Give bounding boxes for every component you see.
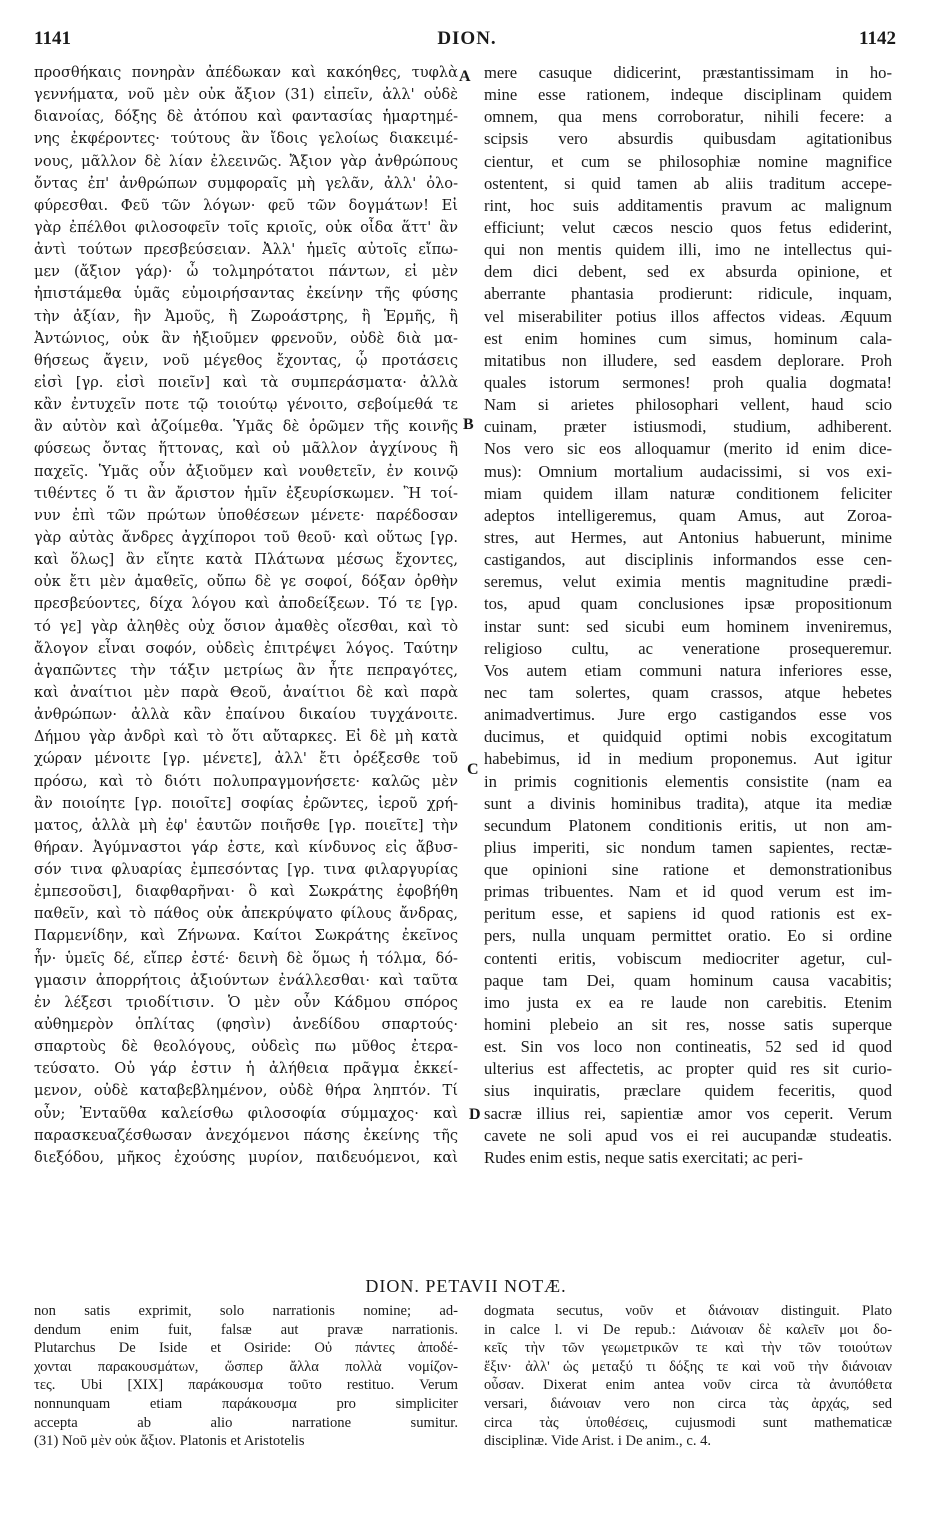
- latin-line: [484, 748, 892, 770]
- greek-line-text: φύρεσθαι. Φεῦ τῶν λόγων· φεῦ τῶν δογμάτων! Εἰ: [34, 196, 458, 214]
- latin-line-text: quales istorum sermones! proh qualia dogmata!: [484, 372, 892, 392]
- greek-line: [34, 748, 458, 770]
- latin-line: [484, 62, 892, 84]
- greek-line-text: ἠπιστάμεθα ὑμᾶς εὐμοιρήσαντας ἐκείνην τῆς φύσης: [34, 285, 458, 303]
- greek-line: [34, 837, 458, 859]
- greek-line-text: νυν ἐπὶ τῶν πρώτων ὑποθέσεων μένετε· παρέδοσαν: [34, 506, 458, 524]
- section-marker-b: B: [463, 416, 474, 433]
- greek-line: [34, 84, 458, 106]
- greek-line: [34, 217, 458, 239]
- greek-line-text: Δήμου γὰρ ἀνδρὶ καὶ τὸ ὅτι αὔταρκες. Εἰ δὲ μὴ κατὰ: [34, 728, 458, 746]
- latin-line-text: pers, nulla unquam permittet oratio. Eo si ordine: [484, 926, 892, 946]
- latin-line: [484, 660, 892, 682]
- greek-line: [34, 660, 458, 682]
- latin-line-text: in primis cognitionis elementis consistite (nam ea: [484, 771, 892, 791]
- latin-line-text: secundum Platonem conditionis eritis, ut non am-: [484, 815, 892, 835]
- latin-line-text: mus): Omnium mortalium audacissimi, si vos exi-: [484, 461, 892, 481]
- greek-line-text: φύσεως ὄντας ἥττονας, καὶ οὐ μᾶλλον ἀγχίνους ἢ: [34, 440, 458, 458]
- greek-line-text: τιθέντες ὅ τι ἂν ἄριστον ἡμῖν ἐξευρίσκωμεν. Ἢ τοί-: [34, 484, 458, 502]
- notes-right-column: [484, 1302, 892, 1451]
- latin-line-text: est. Sin vos loco non contineatis, 52 sed id quod: [484, 1037, 892, 1057]
- greek-line-text: ματος, ἀλλὰ μὴ ἐφ' ἑαυτῶν ποιῆσθε [γρ. ποιεῖτε] τὴν: [34, 816, 458, 834]
- greek-line: [34, 992, 458, 1014]
- latin-line-text: Nos vero sic eos alloquamur (merito id enim dice-: [484, 439, 892, 459]
- note-line: [484, 1395, 892, 1414]
- greek-line-text: ἀντὶ τούτων πρεσβεύσειαν. Ἀλλ' ἡμεῖς αὐτοῖς εἴπω-: [34, 241, 458, 259]
- latin-line: [484, 859, 892, 881]
- latin-line: [484, 1080, 892, 1102]
- note-line-text: nonnunquam etiam παράκουσμα pro simpliciter: [34, 1395, 458, 1412]
- note-line: [484, 1321, 892, 1340]
- latin-line: [484, 106, 892, 128]
- latin-text-column: [484, 62, 892, 1169]
- section-marker-c: C: [467, 761, 479, 778]
- latin-line-text: qui non mentis quidem illi, imo ne intellectus qui-: [484, 240, 892, 260]
- greek-line-text: Παρμενίδην, καὶ Ζήνωνα. Καίτοι Σωκράτης ἐκεῖνος: [34, 927, 458, 945]
- latin-line: [484, 416, 892, 438]
- latin-line: [484, 682, 892, 704]
- latin-line: [484, 372, 892, 394]
- latin-line-text: tos, apud quam conclusiones ipsæ propositionum: [484, 594, 892, 614]
- note-line: [484, 1376, 892, 1395]
- latin-line-text: sunt a divinis hominibus tradita), atque ita mediæ: [484, 793, 892, 813]
- note-line-text: κεῖς τὴν τῶν γεωμετρικῶν τε καὶ τὴν τῶν τοιούτων: [484, 1340, 892, 1357]
- note-line-text: οὖσαν. Dixerat enim antea νοῦν circa τὰ ἀνυπόθετα: [484, 1377, 892, 1394]
- note-line: [484, 1302, 892, 1321]
- latin-line: [484, 283, 892, 305]
- greek-line: [34, 128, 458, 150]
- page-number-right: 1142: [859, 28, 896, 49]
- greek-line-text: οὐκ ἔτι μὲν ἀμαθεῖς, οὔπω δὲ γε σοφοί, δόξαν ὀρθὴν: [34, 573, 458, 591]
- section-marker-a: A: [459, 68, 471, 85]
- greek-line: [34, 793, 458, 815]
- latin-line-text: cientur, et cum se philosophiæ nomine magnifice: [484, 151, 892, 171]
- latin-line: [484, 173, 892, 195]
- note-line: [484, 1414, 892, 1433]
- latin-line-text: miam quidem illam naturæ conditionem feliciter: [484, 483, 892, 503]
- notes-heading: DION. PETAVII NOTÆ.: [365, 1276, 567, 1296]
- note-line: [34, 1339, 458, 1358]
- greek-line: [34, 151, 458, 173]
- latin-line-text: primas tribuentes. Nam et id quod verum est im-: [484, 882, 892, 902]
- note-line: [484, 1358, 892, 1377]
- greek-line: [34, 306, 458, 328]
- greek-line: [34, 283, 458, 305]
- latin-line: [484, 1103, 892, 1125]
- note-line: [34, 1302, 458, 1321]
- latin-line: [484, 549, 892, 571]
- greek-line-text: τεύσατο. Οὐ γάρ ἐστιν ἡ ἀλήθεια πρᾶγμα ἐκκεί-: [34, 1060, 458, 1078]
- greek-line: [34, 483, 458, 505]
- latin-line-text: Nam si arietes philosophari vellent, haud scio: [484, 395, 892, 415]
- latin-line-text: scipsis vero absurdis quibusdam agitationibus: [484, 129, 892, 149]
- latin-line-text: cavete ne soli apud vos ei rei aucupandæ studeatis.: [484, 1125, 892, 1145]
- latin-line: [484, 483, 892, 505]
- latin-line: [484, 925, 892, 947]
- greek-line-text: παρασκευαζέσθωσαν ἀνεχόμενοι πάσης ἐκείνης τῆς: [34, 1126, 458, 1144]
- greek-line: [34, 438, 458, 460]
- latin-line-text: contenti eritis, vobiscum mediocriter agetur, cul-: [484, 948, 892, 968]
- note-line-text: in calce l. vi De repub.: Διάνοιαν δὲ καλεῖν μοι δο-: [484, 1321, 892, 1338]
- latin-line: [484, 438, 892, 460]
- latin-line-text: cuinam, præter istiusmodi, studium, adhiberent.: [484, 417, 892, 437]
- latin-line: [484, 151, 892, 173]
- latin-line: [484, 394, 892, 416]
- greek-line-text: ἂν ποιοίητε [γρ. ποιοῖτε] σοφίας ἐρῶντες, ἱεροῦ χρή-: [34, 794, 458, 812]
- greek-line-text: θήσεως ἄγειν, νοῦ μέγεθος ἔχοντας, ᾧ προτάσεις: [34, 351, 458, 369]
- latin-line-text: castigandos, aut disciplinis informandos esse cen-: [484, 550, 892, 570]
- latin-line-text: ulterius est affectetis, ac propter quid res sit curio-: [484, 1059, 892, 1079]
- greek-line-text: διεξόδου, μῆκος ἐχούσης μυρίον, παιδευόμενοι, καὶ: [34, 1148, 458, 1166]
- latin-line-text: adeptos intelligeremus, quam Amus, aut Zoroa-: [484, 505, 892, 525]
- latin-line-text: Rudes enim estis, neque satis exercitati; ac peri-: [484, 1147, 803, 1167]
- latin-line-text: vel miserabiliter potius illos affectos videas. Æquum: [484, 306, 892, 326]
- latin-line: [484, 306, 892, 328]
- greek-line-text: ἀνθρώπων· ἀλλὰ κἂν ἐπαίνου δικαίου τυγχάνοιτε.: [34, 706, 458, 724]
- greek-line: [34, 505, 458, 527]
- notes-left-column: [34, 1302, 458, 1451]
- greek-line: [34, 815, 458, 837]
- latin-line: [484, 350, 892, 372]
- latin-line-text: rint, hoc suis additamentis pravum ac malignum: [484, 195, 892, 215]
- latin-line: [484, 128, 892, 150]
- greek-line-text: Ἀντώνιος, οὐκ ἂν ἠξιοῦμεν φρενοῦν, οὐδὲ διὰ μα-: [34, 329, 458, 347]
- latin-line-text: que opinioni sine ratione et demonstrationibus: [484, 860, 892, 880]
- greek-line-text: πρόσω, καὶ τὸ διότι πολυπραγμονήσετε· καλῶς μὲν: [34, 772, 458, 790]
- greek-line: [34, 682, 458, 704]
- latin-line-text: sius inquiratis, præclare quidem feceritis, quod: [484, 1081, 892, 1101]
- greek-line-text: σόν τινα φλυαρίας ἐμπεσόντας [γρ. τινα φιλαργυρίας: [34, 861, 458, 879]
- greek-line-text: νης ἐκφέροντες· τούτους ἂν ἴδοις γελοίως διακειμέ-: [34, 130, 458, 148]
- latin-line-text: Vos autem etiam communi natura inferiores esse,: [484, 660, 892, 680]
- note-line: [484, 1432, 892, 1451]
- greek-line-text: καὶ ὅλως] ἂν εἴητε κατὰ Πλάτωνα μέσως ἔχοντες,: [34, 551, 458, 569]
- latin-line: [484, 571, 892, 593]
- note-line-text: dogmata secutus, νοῦν et διάνοιαν distinguit. Plato: [484, 1303, 892, 1319]
- page-header: [30, 28, 904, 58]
- latin-line: [484, 1036, 892, 1058]
- greek-line: [34, 62, 458, 84]
- greek-line: [34, 394, 458, 416]
- greek-line-text: ἂν αὐτὸν καὶ ἀζοίμεθα. Ὑμᾶς δὲ ὁρῶμεν τῆς κοινῆς: [34, 418, 458, 436]
- latin-line: [484, 1125, 892, 1147]
- note-line-text: χονται παρακουσμάτων, ὥσπερ ἄλλα πολλὰ νομίζον-: [34, 1358, 458, 1375]
- note-line: [34, 1432, 458, 1451]
- latin-line-text: paque tam Dei, quam hominum causa vacabitis;: [484, 970, 892, 990]
- greek-line: [34, 549, 458, 571]
- latin-line: [484, 1014, 892, 1036]
- greek-line: [34, 638, 458, 660]
- note-line: [34, 1321, 458, 1340]
- section-marker-d: D: [469, 1106, 481, 1123]
- latin-line-text: instar sunt: sed sicubi eum hominem inveniremus,: [484, 616, 892, 636]
- latin-line-text: est enim homines cum simus, hominum cala-: [484, 328, 892, 348]
- greek-line-text: ὄντας ἐπ' ἀνθρώπων συμφοραῖς μὴ γελᾶν, ἀλλ' ὀλο-: [34, 174, 458, 192]
- page-number-left: 1141: [34, 28, 71, 49]
- latin-line-text: plius imperiti, sic nondum tamen sapientes, rectæ-: [484, 837, 892, 857]
- latin-line: [484, 704, 892, 726]
- latin-line: [484, 1147, 892, 1169]
- note-line-text: non satis exprimit, solo narrationis nomine; ad-: [34, 1303, 458, 1319]
- greek-line: [34, 726, 458, 748]
- latin-line-text: seremus, velut eximia mentis magnitudine prædi-: [484, 572, 892, 592]
- greek-line-text: οὖν; Ἐνταῦθα καλείσθω φιλοσοφία σύμμαχος· καὶ: [34, 1104, 458, 1122]
- greek-line-text: τό γε] γὰρ ἀληθὲς οὐχ ὅσιον ἀμαθὲς οἴεσθαι, καὶ τὸ: [34, 617, 458, 635]
- latin-line: [484, 616, 892, 638]
- greek-line-text: παθεῖν, καὶ τὸ πάθος οὐκ ἀπεκρύψατο φίλους ἄνδρας,: [34, 905, 458, 923]
- latin-line-text: mere casuque didicerint, præstantissimam in ho-: [484, 63, 892, 82]
- latin-line-text: habebimus, id in medium proponemus. Aut igitur: [484, 749, 892, 769]
- latin-line: [484, 217, 892, 239]
- greek-line-text: εἰσὶ [γρ. εἰσὶ ποιεῖν] καὶ τὰ συμπεράσματα· ἀλλὰ: [34, 373, 458, 391]
- greek-line-text: διανοίας, δόξης δὲ ἀτόπου καὶ φαντασίας ἡμαρτημέ-: [34, 108, 458, 126]
- latin-line-text: imo justa ex ea re laude non carebitis. Etenim: [484, 992, 892, 1012]
- latin-line: [484, 992, 892, 1014]
- greek-text-column: [34, 62, 458, 1169]
- latin-line-text: ostentent, si quid tamen ab aliis traditum accepe-: [484, 173, 892, 193]
- greek-line-text: θήραν. Ἀγύμναστοι γάρ ἐστε, καὶ κίνδυνος εἰς ἄβυσ-: [34, 838, 458, 856]
- latin-line-text: animadvertimus. Jure ergo castigandos esse vos: [484, 705, 892, 725]
- greek-line: [34, 859, 458, 881]
- greek-line: [34, 925, 458, 947]
- greek-line-text: ἄλογον εἶναι σοφόν, οὐδεὶς ἐπιτρέψει λόγος. Ταύτην: [34, 639, 458, 657]
- latin-line: [484, 970, 892, 992]
- latin-line-text: mitatibus non illudere, sed easdem deplorare. Proh: [484, 350, 892, 370]
- greek-line: [34, 571, 458, 593]
- note-line-text: τες. Ubi [XIX] παράκουσμα τοῦτο restituo. Verum: [34, 1377, 458, 1394]
- latin-line: [484, 239, 892, 261]
- greek-line-text: ἐν λέξεσι τριοδίτισιν. Ὁ μὲν οὖν Κάδμου σπόρος: [34, 993, 458, 1011]
- latin-line: [484, 461, 892, 483]
- greek-line: [34, 1080, 458, 1102]
- greek-line: [34, 239, 458, 261]
- greek-line: [34, 616, 458, 638]
- greek-line-text: ἦν· ὑμεῖς δέ, εἴπερ ἐστέ· δεινὴ δὲ ὅμως ἡ τόλμα, δό-: [34, 949, 458, 967]
- greek-line: [34, 173, 458, 195]
- greek-line-text: γὰρ αὐτὰς ἄνδρες ἀγχίποροι τοῦ θεοῦ· καὶ οὕτως [γρ.: [34, 528, 458, 546]
- greek-line: [34, 106, 458, 128]
- latin-line: [484, 771, 892, 793]
- greek-line-text: παχεῖς. Ὑμᾶς οὖν ἀξιοῦμεν καὶ νουθετεῖν, ἐν κοινῷ: [34, 462, 458, 480]
- latin-line: [484, 726, 892, 748]
- running-title: DION.: [437, 28, 497, 49]
- greek-line: [34, 1125, 458, 1147]
- note-line: [34, 1395, 458, 1414]
- greek-line-text: πρεσβεύοντες, δίχα λόγου καὶ ἀποδείξεων. Τό τε [γρ.: [34, 595, 458, 613]
- note-line-text: circa τὰς ὑποθέσεις, cujusmodi sunt mathematicæ: [484, 1414, 892, 1431]
- latin-line-text: mine esse rationem, indeque disciplinam quidem: [484, 85, 892, 105]
- greek-line: [34, 881, 458, 903]
- latin-line-text: stres, aut Hermes, aut Antonius habuerunt, minime: [484, 527, 892, 547]
- note-line: [34, 1358, 458, 1377]
- latin-line: [484, 261, 892, 283]
- latin-line-text: homini plebeio an sit res, nosse satis superque: [484, 1015, 892, 1035]
- latin-line-text: sacræ illius rei, sapientiæ amor vos ceperit. Verum: [484, 1103, 892, 1123]
- latin-line-text: omnem, qua mens corroboratur, nihili fecere: a: [484, 107, 892, 127]
- greek-line-text: μενον, οὐδὲ καταβεβλημένον, οὐδὲ θήρα ληπτόν. Τί: [34, 1082, 458, 1100]
- greek-line: [34, 461, 458, 483]
- latin-line-text: efficiunt; velut cæcos nescio quos fetus ediderint,: [484, 217, 892, 237]
- latin-line: [484, 328, 892, 350]
- latin-line: [484, 903, 892, 925]
- latin-line-text: aberrante phantasia prodierunt: ridicule, inquam,: [484, 284, 892, 304]
- note-line: [34, 1414, 458, 1433]
- greek-line: [34, 1147, 458, 1169]
- greek-line-text: γεννήματα, νοῦ μὲν οὐκ ἄξιον (31) εἰπεῖν, ἀλλ' οὐδὲ: [34, 86, 458, 104]
- greek-line: [34, 771, 458, 793]
- greek-line: [34, 1058, 458, 1080]
- greek-line: [34, 416, 458, 438]
- greek-line: [34, 593, 458, 615]
- note-line-text: Plutarchus De Iside et Osiride: Οὐ πάντες ἀποδέ-: [34, 1340, 458, 1357]
- greek-line: [34, 1014, 458, 1036]
- greek-line: [34, 261, 458, 283]
- greek-line-text: ἐμπεσοῦσι], διαφθαρῆναι· ὃ καὶ Σωκράτης ἐφοβήθη: [34, 883, 458, 901]
- greek-line-text: γμασιν ἀπορρήτοις ἀξιούντων ἐνάλλεσθαι· καὶ ταῦτα: [34, 971, 458, 989]
- greek-line-text: σπαρτοὺς δὲ θεολόγους, οὐδεὶς πω μῦθος ἐτερα-: [34, 1038, 458, 1056]
- greek-line-text: αὐθημερὸν ὁπλίτας (φησὶν) ἀνεδίδου σπαρτούς·: [34, 1016, 458, 1034]
- note-line-text: (31) Νοῦ μὲν οὐκ ἄξιον. Platonis et Aristotelis: [34, 1433, 305, 1450]
- note-line-text: versari, διάνοιαν vero non circa τὰς ἀρχάς, sed: [484, 1395, 892, 1412]
- latin-line-text: peritum esse, et sapiens id quod rationis est ex-: [484, 904, 892, 924]
- latin-line: [484, 527, 892, 549]
- greek-line: [34, 903, 458, 925]
- note-line-text: disciplinæ. Vide Arist. i De anim., c. 4.: [484, 1433, 712, 1450]
- latin-line: [484, 793, 892, 815]
- greek-line-text: νους, μᾶλλον δὲ λίαν ἐλεεινῶς. Ἄξιον γὰρ ἀνθρώπους: [34, 152, 458, 170]
- latin-line: [484, 837, 892, 859]
- note-line: [34, 1376, 458, 1395]
- greek-line: [34, 948, 458, 970]
- latin-line: [484, 948, 892, 970]
- latin-line: [484, 84, 892, 106]
- note-line-text: accepta ab alio narratione sumitur.: [34, 1414, 458, 1431]
- note-line-text: dendum enim fuit, falsæ aut pravæ narrationis.: [34, 1321, 458, 1338]
- greek-line-text: τὴν ἀξίαν, ἣν Ἀμοῦς, ἢ Ζωροάστρης, ἢ Ἑρμῆς, ἢ: [34, 307, 458, 325]
- greek-line: [34, 372, 458, 394]
- greek-line-text: καὶ ἀναίτιοι μὲν παρὰ Θεοῦ, ἀναίτιοι δὲ καὶ παρὰ: [34, 683, 458, 701]
- note-line-text: ἕξιν· ἀλλ' ὡς μεταξύ τι δόξης τε καὶ νοῦ τὴν διάνοιαν: [484, 1358, 892, 1375]
- latin-line-text: ducimus, et quidquid optimi nobis excogitatum: [484, 727, 892, 747]
- latin-line: [484, 638, 892, 660]
- greek-line-text: προσθήκαις πονηρὰν ἀπέδωκαν καὶ κακόηθες, τυφλὰ: [34, 64, 458, 81]
- greek-line: [34, 1036, 458, 1058]
- greek-line: [34, 970, 458, 992]
- latin-line-text: nec tam solertes, quam crassos, atque hebetes: [484, 682, 892, 702]
- latin-line: [484, 195, 892, 217]
- greek-line-text: χώραν μένοιτε [γρ. μένετε], ἀλλ' ἔτι ὀρέξεσθε τοῦ: [34, 750, 458, 768]
- greek-line-text: ἀγαπῶντες τὴν τάξιν μετρίως ἂν ἦτε πεπραγότες,: [34, 661, 458, 679]
- greek-line: [34, 195, 458, 217]
- latin-line: [484, 593, 892, 615]
- note-line: [484, 1339, 892, 1358]
- latin-line-text: religioso cultu, ac veneratione prosequeremur.: [484, 638, 892, 658]
- greek-line: [34, 527, 458, 549]
- greek-line-text: κἂν ἐντυχεῖν ποτε τῷ τοιούτῳ γένοιτο, σεβοίμεθά τε: [34, 396, 458, 414]
- latin-line: [484, 815, 892, 837]
- latin-line: [484, 881, 892, 903]
- greek-line: [34, 328, 458, 350]
- greek-line: [34, 1103, 458, 1125]
- greek-line-text: γὰρ ἐπέλθοι φιλοσοφεῖν τοῖς κριοῖς, οὐκ οἶδα ἅττ' ἂν: [34, 218, 458, 236]
- latin-line: [484, 1058, 892, 1080]
- greek-line: [34, 350, 458, 372]
- latin-line: [484, 505, 892, 527]
- latin-line-text: dem dici debent, sed ex absurda opinione, et: [484, 262, 892, 282]
- greek-line: [34, 704, 458, 726]
- greek-line-text: μεν (ἄξιον γάρ)· ὦ τολμηρότατοι πάντων, εἰ μὲν: [34, 263, 458, 281]
